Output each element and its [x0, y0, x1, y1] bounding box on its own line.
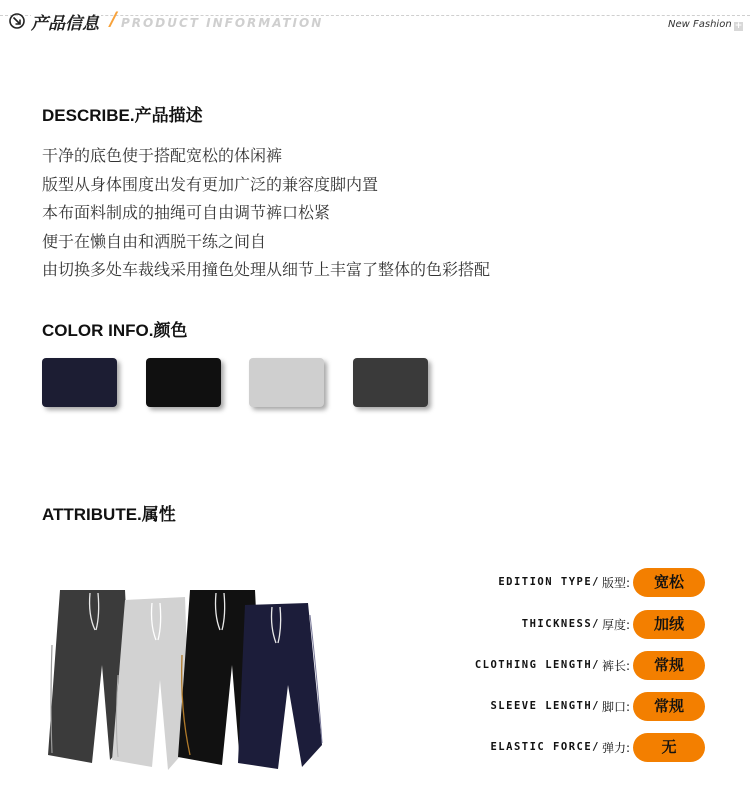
color-swatch-black[interactable] [146, 358, 221, 407]
attribute-value-badge: 常规 [633, 651, 705, 680]
header-title-cn: 产品信息 [31, 9, 101, 34]
attribute-label-en: SLEEVE LENGTH/ [490, 700, 600, 712]
describe-line: 本布面料制成的抽绳可自由调节裤口松紧 [42, 203, 331, 222]
attribute-value-badge: 常规 [633, 692, 705, 721]
plus-icon[interactable]: + [734, 21, 743, 31]
section-header [0, 0, 750, 40]
attribute-label-cn: 脚口: [601, 700, 630, 714]
attribute-label-en: CLOTHING LENGTH/ [474, 659, 600, 671]
describe-line: 便于在懒自由和洒脱干练之间自 [42, 231, 267, 251]
describe-title: DESCRIBE.产品描述 [42, 106, 203, 125]
attribute-row-elastic-force [400, 733, 710, 763]
color-info-title: COLOR INFO.颜色 [42, 321, 188, 340]
header-right-text: New Fashion [665, 19, 735, 30]
attribute-value-badge: 宽松 [633, 568, 705, 597]
header-slash: / [110, 8, 117, 30]
header-title-en: PRODUCT INFORMATION [121, 16, 327, 30]
attribute-label-en: ELASTIC FORCE/ [490, 741, 600, 753]
attribute-label-cn: 版型: [601, 576, 630, 590]
attribute-value-badge: 加绒 [633, 610, 705, 639]
attribute-label-en: THICKNESS/ [521, 618, 600, 630]
color-swatch-dark-gray[interactable] [353, 358, 428, 407]
attribute-label-cn: 厚度: [601, 618, 630, 632]
attribute-row-thickness [400, 610, 710, 640]
color-swatch-navy[interactable] [42, 358, 117, 407]
attribute-label-cn: 裤长: [601, 659, 630, 673]
describe-line: 版型从身体围度出发有更加广泛的兼容度脚内置 [42, 174, 379, 194]
describe-text [42, 142, 490, 285]
attribute-row-edition-type [400, 568, 710, 598]
product-pants-image [40, 585, 340, 785]
attribute-label-cn: 弹力: [601, 741, 630, 755]
attribute-row-sleeve-length [400, 692, 710, 722]
attribute-row-clothing-length [400, 651, 710, 681]
attribute-title: ATTRIBUTE.属性 [42, 505, 176, 524]
color-swatch-light-gray[interactable] [249, 358, 324, 407]
describe-line: 由切换多处车裁线采用撞色处理从细节上丰富了整体的色彩搭配 [42, 260, 491, 279]
circle-arrow-icon [9, 13, 25, 29]
attribute-value-badge: 无 [633, 733, 705, 762]
describe-line: 干净的底色使于搭配宽松的体闲裤 [42, 146, 283, 165]
attribute-label-en: EDITION TYPE/ [498, 576, 600, 588]
